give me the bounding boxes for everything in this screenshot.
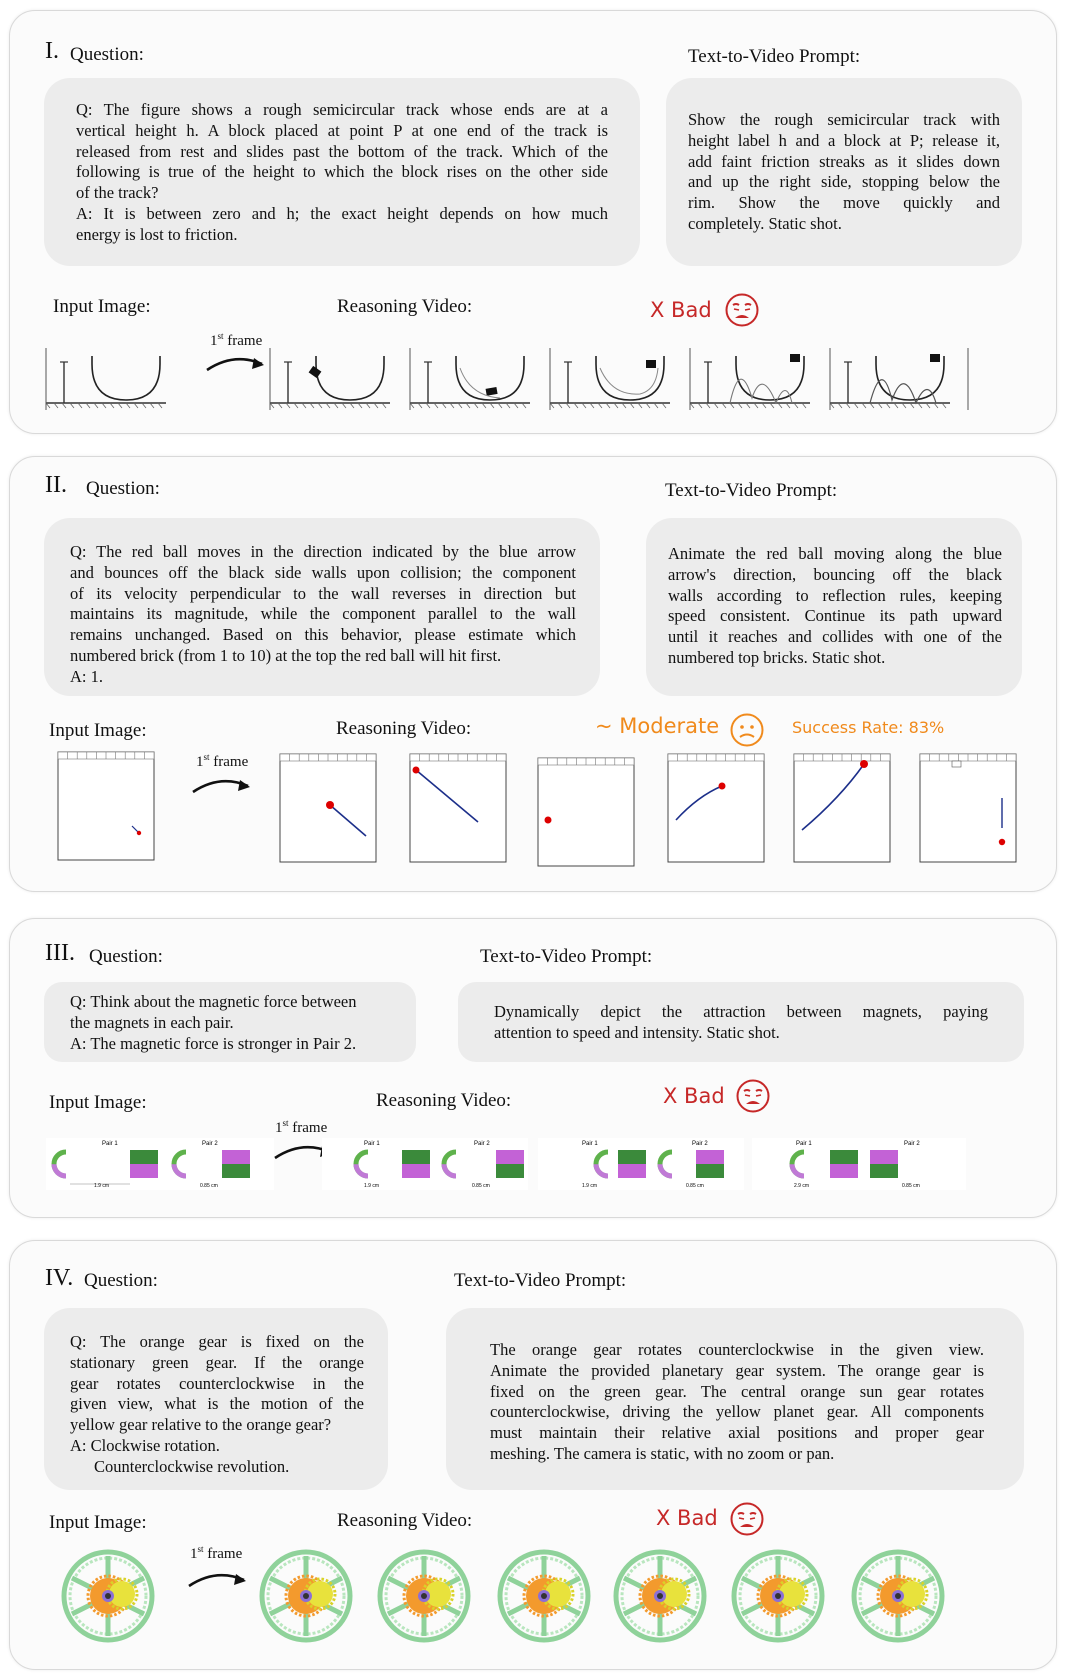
panel-2-numeral: II.: [45, 472, 67, 498]
panel-4-prompt-box: The orange gear rotates counterclockwise in the given view. Animate the provided planetary gear system. The orange gear is fixed on the green gear. The central orange sun gear rotates counterclockwise, driving the yellow planet gear. All components must maintain their relative axial positions and proper gear meshing. The camera is static, with no zoom or pan.: [446, 1308, 1024, 1490]
panel-2-verdict: ~ Moderate: [595, 714, 720, 738]
panel-2-input-label: Input Image:: [49, 720, 147, 741]
svg-text:1.9 cm: 1.9 cm: [364, 1183, 380, 1189]
panel-4-numeral: IV.: [45, 1265, 74, 1291]
gear-video-frame-3: [500, 1552, 588, 1640]
svg-text:Pair 1: Pair 1: [364, 1141, 380, 1147]
panel-4-question-label: Question:: [84, 1270, 158, 1291]
panel-1-verdict: X Bad: [650, 298, 712, 322]
video-frame-2: [410, 348, 530, 410]
gear-video-frame-6: [854, 1552, 942, 1640]
panel-1-reasoning-label: Reasoning Video:: [337, 296, 473, 317]
gear-video-frame-1: [262, 1552, 350, 1640]
panel-4-input-label: Input Image:: [49, 1512, 147, 1533]
panel-1-frames: [40, 348, 1040, 410]
panel-3-first-frame-label: 1st frame: [275, 1118, 328, 1136]
svg-text:Pair 2: Pair 2: [474, 1141, 490, 1147]
panel-1-prompt-box: Show the rough semicircular track with height label h and a block at P; release it, add faint friction streaks as it slides down and up the right side, stopping below the rim. Show the move quickly and completely. Static shot.: [666, 78, 1022, 266]
panel-2-t2v-label: Text-to-Video Prompt:: [665, 480, 838, 501]
panel-3-question-box: Q: Think about the magnetic force between the magnets in each pair. A: The magnetic force is stronger in Pair 2.: [44, 982, 416, 1062]
panel-2-worried-face-icon: [729, 712, 765, 748]
gear-video-frame-4: [616, 1552, 704, 1640]
panel-2-question-label: Question:: [86, 478, 160, 499]
svg-text:0.85 cm: 0.85 cm: [472, 1183, 490, 1189]
magnets-video-frame-2: [538, 1138, 744, 1190]
panel-4-question-box: Q: The orange gear is fixed on the stationary green gear. If the orange gear rotates counterclockwise in the given view, what is the motion of the yellow gear relative to the orange gear? A: Clockwise rotation. Counterclockwise revolution.: [44, 1308, 388, 1490]
panel-4-first-frame-label: 1st frame: [190, 1544, 243, 1562]
svg-text:Pair 2: Pair 2: [904, 1141, 920, 1147]
input-gear-frame: [64, 1552, 152, 1640]
ball-video-frame-3: [538, 758, 634, 866]
magnets-video-frame-1: [322, 1138, 528, 1190]
svg-text:Pair 1: Pair 1: [796, 1141, 812, 1147]
panel-2-prompt-box: Animate the red ball moving along the blue arrow's direction, bouncing off the black walls according to reflection rules, keeping speed consistent. Continue its path upward until it reaches and collides with one of the numbered top bricks. Static shot.: [646, 518, 1022, 696]
svg-text:2.9 cm: 2.9 cm: [794, 1183, 810, 1189]
panel-3-verdict: X Bad: [663, 1084, 725, 1108]
panel-3-prompt-box: Dynamically depict the attraction between magnets, paying attention to speed and intensity. Static shot.: [458, 982, 1024, 1062]
panel-4-frames: [60, 1540, 1020, 1660]
panel-3-numeral: III.: [45, 940, 75, 966]
panel-2-question-box: Q: The red ball moves in the direction indicated by the blue arrow and bounces off the black side walls upon collision; the component of its velocity perpendicular to the wall reverses in direction but maintains its magnitude, while the component parallel to the wall remains unchanged. Based on this behavior, please estimate which numbered brick (from 1 to 10) at the top the red ball will hit first. A: 1.: [44, 518, 600, 696]
ball-video-frame-4: [668, 754, 764, 862]
panel-2-first-frame-label: 1st frame: [196, 752, 249, 770]
panel-3-reasoning-label: Reasoning Video:: [376, 1090, 512, 1111]
svg-text:Pair 2: Pair 2: [692, 1141, 708, 1147]
panel-4-reasoning-label: Reasoning Video:: [337, 1510, 473, 1531]
panel-1-question-label: Question:: [70, 44, 144, 65]
panel-3-t2v-label: Text-to-Video Prompt:: [480, 946, 653, 967]
gear-video-frame-5: [734, 1552, 822, 1640]
magnets-video-frame-3: [752, 1138, 966, 1190]
panel-1-question-box: Q: The figure shows a rough semicircular track whose ends are at a vertical height h. A block placed at point P at one end of the track is released from rest and slides past the bottom of the track. Which of the following is true of the height to which the block rises on the other side of the track? A: It is between zero and h; the exact height depends on how much energy is lost to friction.: [44, 78, 640, 266]
panel-1-first-frame-label: 1st frame: [210, 331, 263, 349]
panel-2-frames: [50, 748, 1030, 868]
svg-text:1.9 cm: 1.9 cm: [94, 1183, 110, 1189]
panel-1-frowning-face-icon: [724, 292, 760, 328]
input-ball-frame: [58, 752, 154, 860]
panel-1-t2v-label: Text-to-Video Prompt:: [688, 46, 861, 67]
panel-1-input-label: Input Image:: [53, 296, 151, 317]
panel-3-frowning-face-icon: [735, 1078, 771, 1114]
panel-1-numeral: I.: [45, 38, 59, 64]
svg-text:0.85 cm: 0.85 cm: [686, 1183, 704, 1189]
svg-text:Pair 1: Pair 1: [582, 1141, 598, 1147]
ball-video-frame-2: [410, 754, 506, 862]
svg-text:1.9 cm: 1.9 cm: [582, 1183, 598, 1189]
pair-2-label: Pair 2: [202, 1141, 218, 1147]
ball-video-frame-5: [794, 754, 890, 862]
panel-4-t2v-label: Text-to-Video Prompt:: [454, 1270, 627, 1291]
video-frame-5: [830, 348, 968, 410]
panel-2-success-rate: Success Rate: 83%: [792, 718, 945, 737]
gear-video-frame-2: [380, 1552, 468, 1640]
panel-4-verdict: X Bad: [656, 1506, 718, 1530]
video-frame-4: [690, 348, 810, 410]
input-track-frame: [46, 348, 166, 410]
svg-text:0.85 cm: 0.85 cm: [902, 1183, 920, 1189]
panel-3-input-label: Input Image:: [49, 1092, 147, 1113]
panel-2-reasoning-label: Reasoning Video:: [336, 718, 472, 739]
video-frame-1: [270, 348, 390, 410]
input-magnets-frame: [46, 1138, 274, 1190]
ball-video-frame-1: [280, 754, 376, 862]
video-frame-3: [550, 348, 670, 410]
ball-video-frame-6: [920, 754, 1016, 862]
panel-3-frames: [46, 1134, 1026, 1194]
pair-1-label: Pair 1: [102, 1141, 118, 1147]
panel-3-question-label: Question:: [89, 946, 163, 967]
svg-text:0.85 cm: 0.85 cm: [200, 1183, 218, 1189]
panel-4-frowning-face-icon: [729, 1501, 765, 1537]
